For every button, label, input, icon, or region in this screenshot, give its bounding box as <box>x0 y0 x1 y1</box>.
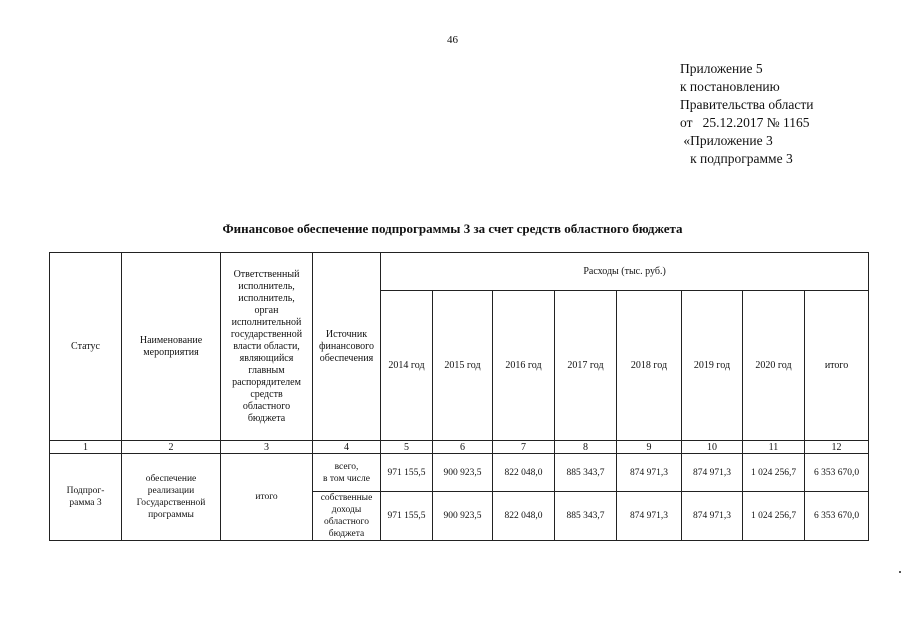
value-cell: 874 971,3 <box>682 492 743 541</box>
appendix-line-4: от 25.12.2017 № 1165 <box>680 115 810 130</box>
value-cell: 971 155,5 <box>381 454 433 492</box>
financing-table <box>49 252 869 541</box>
value-cell-total: 6 353 670,0 <box>805 454 869 492</box>
column-number: 4 <box>313 441 381 454</box>
document-title: Финансовое обеспечение подпрограммы 3 за счет средств областного бюджета <box>222 221 683 236</box>
value-cell-total: 6 353 670,0 <box>805 492 869 541</box>
header-year-2017: 2017 год <box>555 291 617 441</box>
value-cell: 900 923,5 <box>433 492 493 541</box>
source-cell: собственные доходы областного бюджета <box>313 492 381 541</box>
column-number: 2 <box>122 441 221 454</box>
column-number: 7 <box>493 441 555 454</box>
appendix-line-2: к постановлению <box>680 79 780 94</box>
value-cell: 874 971,3 <box>682 454 743 492</box>
header-source: Источник финансового обеспечения <box>313 253 381 441</box>
value-cell: 1 024 256,7 <box>743 492 805 541</box>
value-cell: 874 971,3 <box>617 454 682 492</box>
header-year-2015: 2015 год <box>433 291 493 441</box>
value-cell: 874 971,3 <box>617 492 682 541</box>
page-number: 46 <box>447 34 458 46</box>
scan-speck <box>899 571 901 573</box>
column-number: 10 <box>682 441 743 454</box>
appendix-line-3: Правительства области <box>680 97 814 112</box>
column-number: 9 <box>617 441 682 454</box>
column-number: 1 <box>50 441 122 454</box>
executor-cell: итого <box>221 454 313 541</box>
value-cell: 900 923,5 <box>433 454 493 492</box>
value-cell: 971 155,5 <box>381 492 433 541</box>
header-status: Статус <box>50 253 122 441</box>
header-year-2014: 2014 год <box>381 291 433 441</box>
column-number-row <box>50 441 869 454</box>
value-cell: 822 048,0 <box>493 492 555 541</box>
appendix-line-6: к подпрограмме 3 <box>680 151 793 166</box>
appendix-line-5: «Приложение 3 <box>680 133 773 148</box>
header-executor: Ответственный исполнитель, исполнитель, орган исполнительной государственной власти области, являющийся главным распорядителем средств областного бюджета <box>221 253 313 441</box>
status-cell: Подпрог- рамма 3 <box>50 454 122 541</box>
column-number: 3 <box>221 441 313 454</box>
value-cell: 885 343,7 <box>555 492 617 541</box>
appendix-line-1: Приложение 5 <box>680 61 763 76</box>
column-number: 11 <box>743 441 805 454</box>
header-expenses: Расходы (тыс. руб.) <box>381 253 869 291</box>
value-cell: 1 024 256,7 <box>743 454 805 492</box>
value-cell: 822 048,0 <box>493 454 555 492</box>
header-year-2016: 2016 год <box>493 291 555 441</box>
column-number: 5 <box>381 441 433 454</box>
name-cell: обеспечение реализации Государственной программы <box>122 454 221 541</box>
header-year-2019: 2019 год <box>682 291 743 441</box>
header-name: Наименование мероприятия <box>122 253 221 441</box>
value-cell: 885 343,7 <box>555 454 617 492</box>
column-number: 8 <box>555 441 617 454</box>
column-number: 12 <box>805 441 869 454</box>
table-row <box>50 454 869 492</box>
header-total: итого <box>805 291 869 441</box>
header-year-2020: 2020 год <box>743 291 805 441</box>
source-cell: всего, в том числе <box>313 454 381 492</box>
appendix-heading <box>680 60 813 168</box>
column-number: 6 <box>433 441 493 454</box>
header-year-2018: 2018 год <box>617 291 682 441</box>
